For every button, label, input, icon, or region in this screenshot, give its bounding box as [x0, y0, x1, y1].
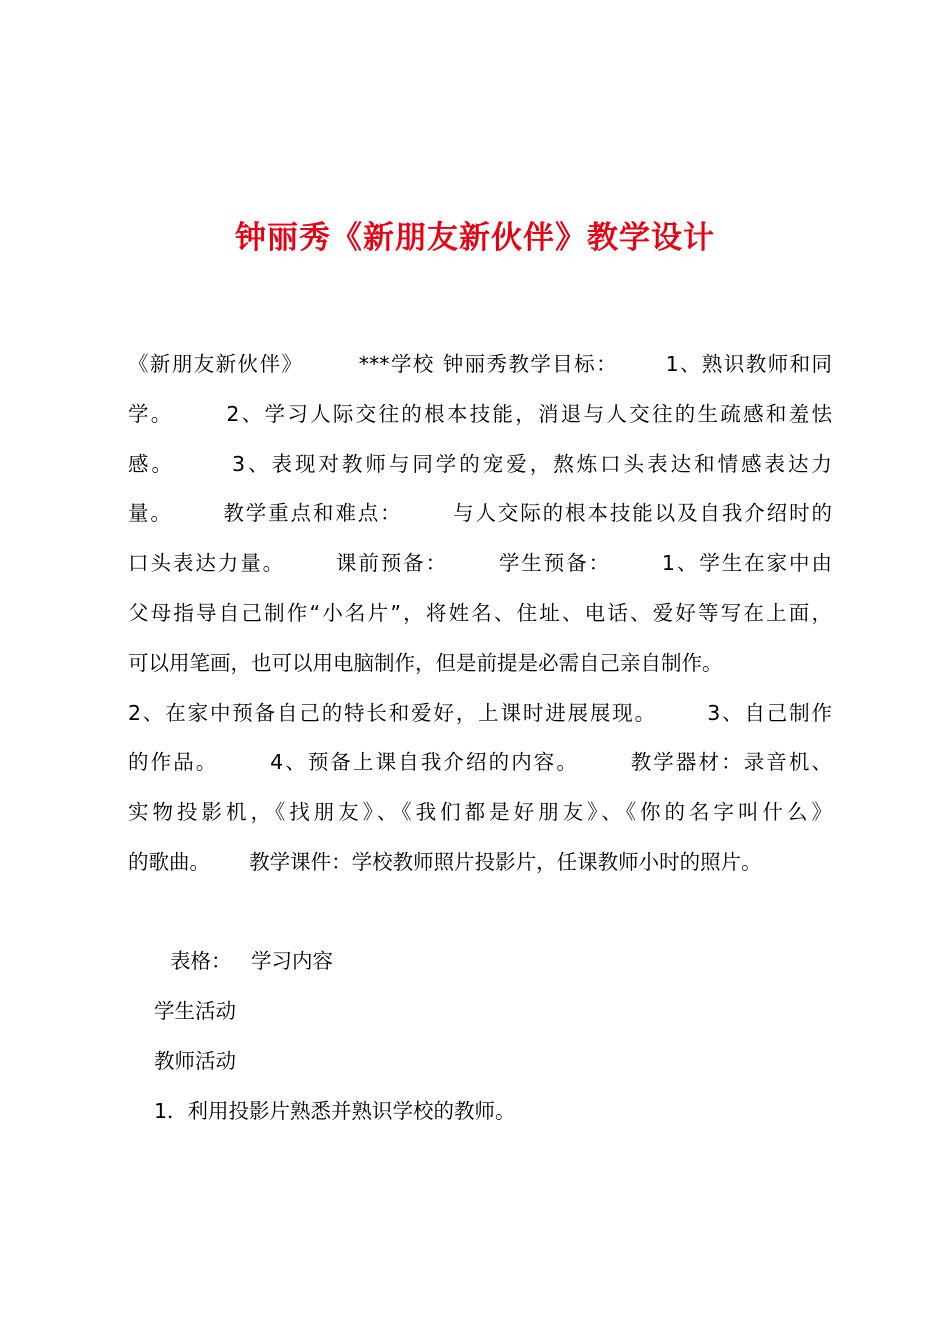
- paragraph-line: 实物投影机，《找朋友》、《我们都是好朋友》、《你的名字叫什么》: [128, 800, 832, 825]
- paragraph-line: 感。 3、表现对教师与同学的宠爱，熬炼口头表达和情感表达力: [128, 451, 832, 476]
- document-title: 钟丽秀《新朋友新伙伴》教学设计: [235, 220, 715, 256]
- paragraph-line: 2、在家中预备自己的特长和爱好，上课时进展展现。 3、自己制作: [128, 700, 832, 725]
- paragraph-line: 《新朋友新伙伴》 ***学校 钟丽秀教学目标： 1、熟识教师和同: [128, 352, 832, 376]
- paragraph-line: 可以用笔画，也可以用电脑制作，但是前提是必需自己亲自制作。: [128, 650, 723, 675]
- paragraph-line: 口头表达力量。 课前预备： 学生预备： 1、学生在家中由: [128, 551, 832, 576]
- table-col-student-activity: 学生活动: [154, 999, 236, 1023]
- table-label: 表格： 学习内容: [170, 949, 334, 973]
- paragraph-line: 父母指导自己制作“小名片”，将姓名、住址、电话、爱好等写在上面，: [128, 600, 832, 625]
- paragraph-line: 的作品。 4、预备上课自我介绍的内容。 教学器材：录音机、: [128, 750, 832, 775]
- paragraph-line: 学。 2、学习人际交往的根本技能，消退与人交往的生疏感和羞怯: [128, 401, 832, 426]
- paragraph-line: 的歌曲。 教学课件：学校教师照片投影片，任课教师小时的照片。: [128, 849, 762, 874]
- table-row-1: 1．利用投影片熟悉并熟识学校的教师。: [154, 1099, 516, 1123]
- paragraph-line: 量。 教学重点和难点： 与人交际的根本技能以及自我介绍时的: [128, 501, 832, 526]
- body-paragraph: [128, 340, 832, 888]
- table-col-teacher-activity: 教师活动: [154, 1049, 236, 1073]
